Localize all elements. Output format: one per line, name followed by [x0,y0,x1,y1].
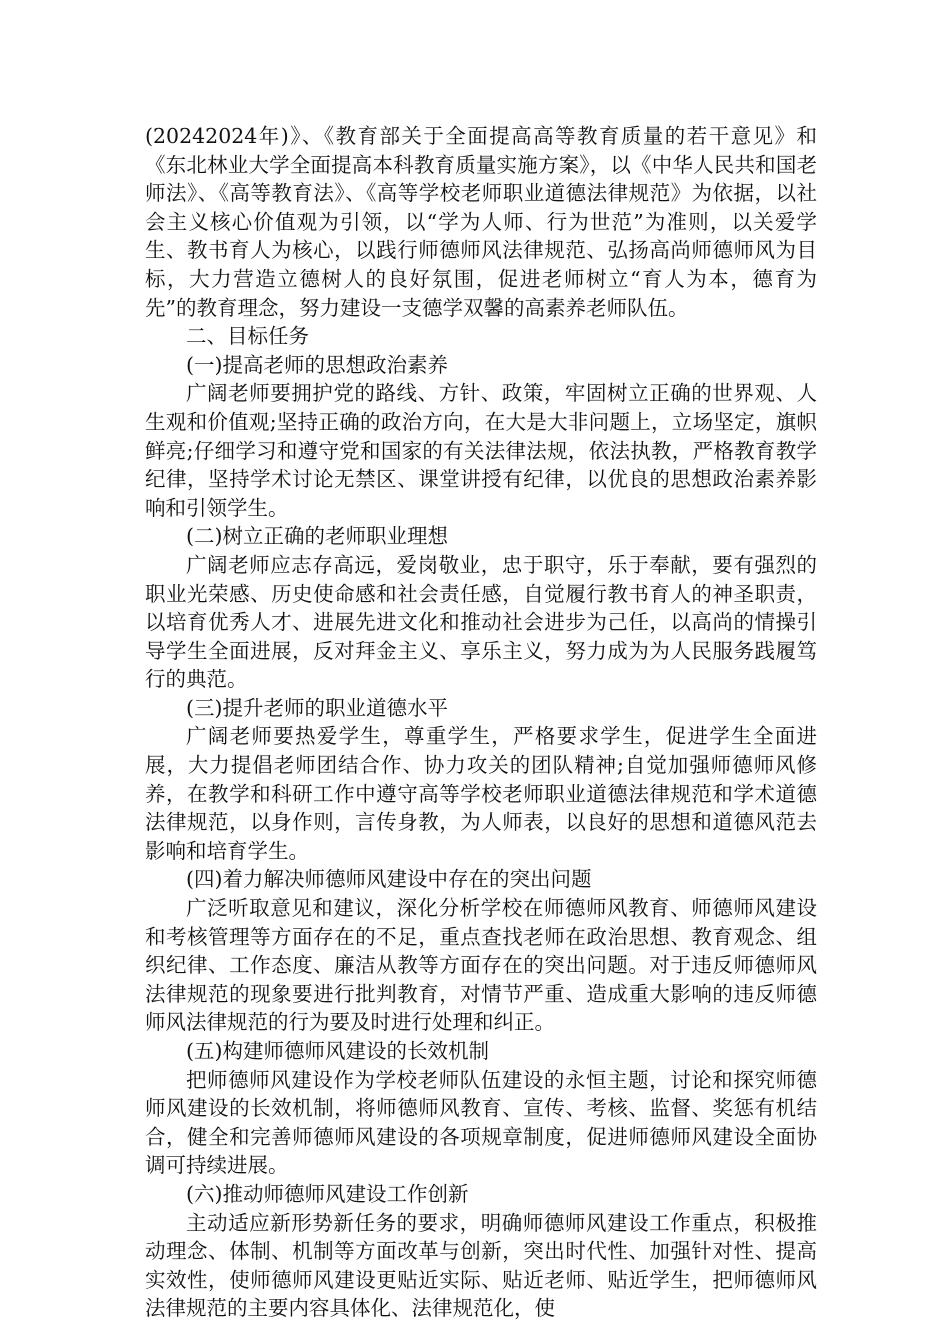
sub-heading: (二)树立正确的老师职业理想 [186,524,448,549]
sub-heading: (四)着力解决师德师风建设中存在的突出问题 [186,867,592,892]
sub-heading: (六)推动师德师风建设工作创新 [186,1181,469,1206]
paragraph: 广泛听取意见和建议，深化分析学校在师德师风教育、师德师风建设和考核管理等方面存在的不足，重点查找老师在政治思想、教育观念、组织纪律、工作态度、廉洁从教等方面存在的突出问题。对于违反师德师风法律规范的现象要进行批判教育，对情节严重、造成重大影响的违反师德师风法律规范的行为要及时进行处理和纠正。 [145,896,817,1035]
document-body [145,122,817,1323]
section-heading: 二、目标任务 [186,324,309,349]
sub-heading: (五)构建师德师风建设的长效机制 [186,1039,489,1063]
paragraph: 广阔老师应志存高远，爱岗敬业，忠于职守，乐于奉献，要有强烈的职业光荣感、历史使命感和社会责任感，自觉履行教书育人的神圣职责，以培育优秀人才、进展先进文化和推动社会进步为己任，以高尚的情操引导学生全面进展，反对拜金主义、享乐主义，努力成为为人民服务践履笃行的典范。 [145,552,817,692]
paragraph: 主动适应新形势新任务的要求，明确师德师风建设工作重点，积极推动理念、体制、机制等方面改革与创新，突出时代性、加强针对性、提高实效性，使师德师风建设更贴近实际、贴近老师、贴近学生，把师德师风法律规范的主要内容具体化、法律规范化，使 [145,1210,817,1321]
paragraph-continued: (20242024年)》、《教育部关于全面提高高等教育质量的若干意见》和《东北林业大学全面提高本科教育质量实施方案》，以《中华人民共和国老师法》、《高等教育法》、《高等学校老师职业道德法律规范》为依据，以社会主义核心价值观为引领，以“学为人师、行为世范”为准则，以关爱学生、教书育人为核心，以践行师德师风法律规范、弘扬高尚师德师风为目标，大力营造立德树人的良好氛围，促进老师树立“育人为本，德育为先”的教育理念，努力建设一支德学双馨的高素养老师队伍。 [145,124,817,320]
sub-heading: (一)提高老师的思想政治素养 [186,352,448,377]
paragraph: 广阔老师要热爱学生，尊重学生，严格要求学生，促进学生全面进展，大力提倡老师团结合作、协力攻关的团队精神;自觉加强师德师风修养，在教学和科研工作中遵守高等学校老师职业道德法律规范和学术道德法律规范，以身作则，言传身教，为人师表，以良好的思想和道德风范去影响和培育学生。 [145,724,817,863]
paragraph: 广阔老师要拥护党的路线、方针、政策，牢固树立正确的世界观、人生观和价值观;坚持正确的政治方向，在大是大非问题上，立场坚定，旗帜鲜亮;仔细学习和遵守党和国家的有关法律法规，依法执教，严格教育教学纪律，坚持学术讨论无禁区、课堂讲授有纪律，以优良的思想政治素养影响和引领学生。 [145,381,817,520]
paragraph: 把师德师风建设作为学校老师队伍建设的永恒主题，讨论和探究师德师风建设的长效机制，将师德师风教育、宣传、考核、监督、奖惩有机结合，健全和完善师德师风建设的各项规章制度，促进师德师风建设全面协调可持续进展。 [145,1067,817,1178]
sub-heading: (三)提升老师的职业道德水平 [186,695,448,720]
